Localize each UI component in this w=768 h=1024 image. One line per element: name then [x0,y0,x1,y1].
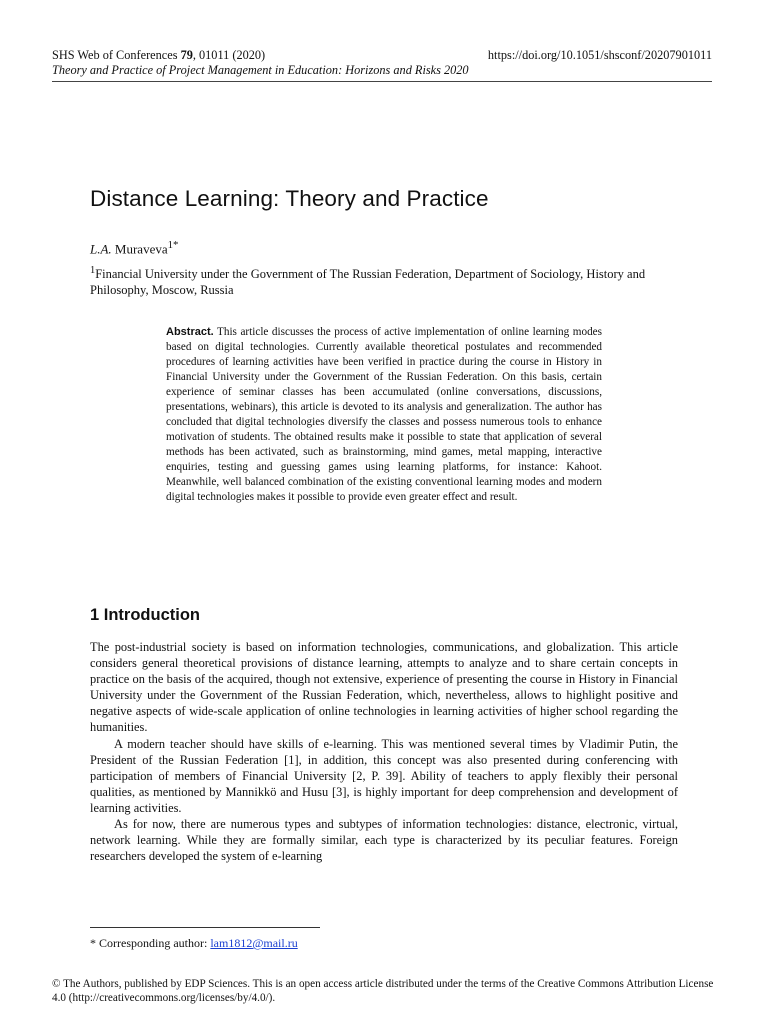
footnote-divider [90,927,320,928]
email-link[interactable]: lam1812@mail.ru [210,936,298,950]
paragraph: The post-industrial society is based on information technologies, communications, and globalization. This article considers general theoretical provisions of distance learning, attempts to analyze and to share certain concepts in practice on the basis of the acquired, though not extensive, experience of presenting the course in History in Financial University under the Government of the Russian Federation, which, nevertheless, allows to highlight positive and negative aspects of wide-scale application of online technologies in learning activities of higher school regarding the humanities. [90,640,678,735]
footnote-label: * Corresponding author: [90,936,211,950]
author-superscript: 1* [167,239,179,251]
abstract [166,325,602,505]
footnote [90,936,298,951]
affiliation [90,263,690,298]
doi-link[interactable]: https://doi.org/10.1051/shsconf/20207901011 [487,48,712,62]
author-initials: L.A. [90,241,112,257]
license-notice: © The Authors, published by EDP Sciences. This is an open access article distributed under the terms of the Creative Commons Attribution License 4.0 (http://creativecommons.org/licenses/by/4.0/). [52,978,714,1004]
abstract-label: Abstract. [166,326,214,338]
volume-number: 79 [180,48,193,62]
paragraph: A modern teacher should have skills of e-learning. This was mentioned several times by Vladimir Putin, the President of the Russian Federation [1], in addition, this concept was also presented during conferencing with participation of members of Financial University [2, P. 39]. Ability of teachers to apply flexibly their personal qualities, as mentioned by Mannikkö and Husu [3], is highly important for deep comprehension and development of learning activities. [90,736,678,815]
conference-name: Theory and Practice of Project Management in Education: Horizons and Risks 2020 [52,63,469,77]
abstract-text: This article discusses the process of active implementation of online learning modes based on digital technologies. Currently available theoretical postulates and recommended procedures of learning activities have been verified in practice during the course in History in Financial University under the Government of the Russian Federation. On this basis, certain experience of seminar classes has been accumulated (online conversations, discussions, presentations, webinars), this article is devoted to its analysis and generalization. The author has concluded that digital technologies diversify the classes and possess numerous tools to enhance motivation of students. The obtained results make it possible to state that application of several methods has been activated, such as brainstorming, mind games, metal mapping, interactive enquiries, testing and guessing games using learning platforms, for instance: Kahoot. Meanwhile, well balanced combination of the existing conventional learning modes and modern digital technologies makes it possible to provide even greater effect and result. [166,326,602,503]
header-divider [52,81,712,82]
author-surname: Muraveva [111,241,168,257]
journal-citation: SHS Web of Conferences 79, 01011 (2020) [52,48,266,62]
section-heading: 1 Introduction [90,606,200,624]
affiliation-superscript: 1 [90,265,96,276]
running-header [52,48,712,63]
paragraph: As for now, there are numerous types and subtypes of information technologies: distance, electronic, virtual, network learning. While they are formally similar, each type is characterized by its peculiar features. Foreign researchers developed the system of e-learning [90,817,678,864]
section-body [90,639,678,864]
author-line [90,239,178,257]
affiliation-text: Financial University under the Government of The Russian Federation, Department of Sociology, History and Philosophy, Moscow, Russia [90,267,646,298]
paper-title: Distance Learning: Theory and Practice [90,186,489,211]
